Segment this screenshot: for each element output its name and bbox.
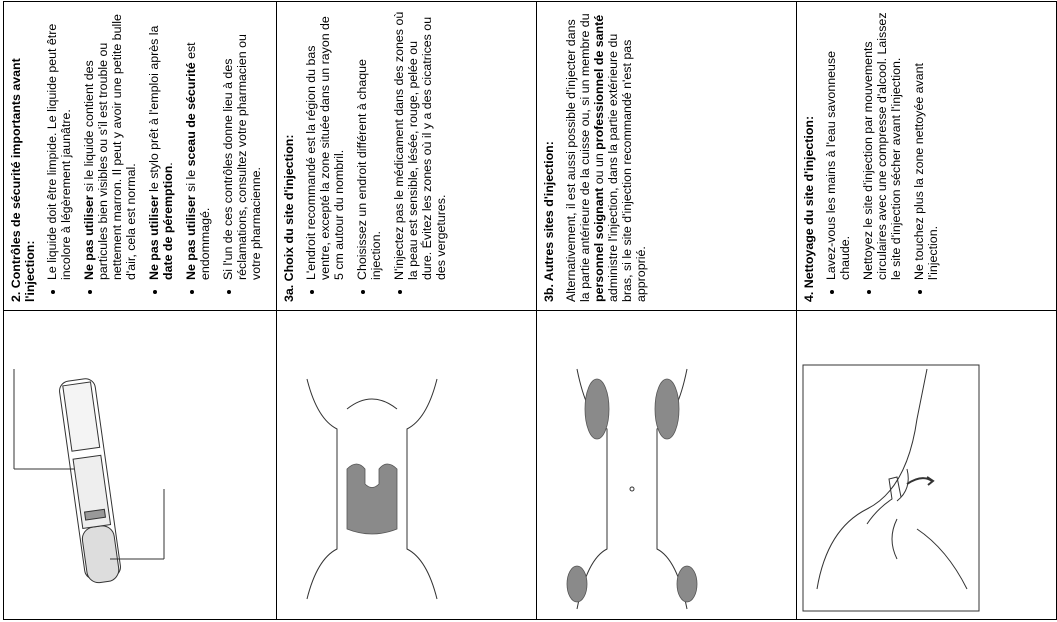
section-2-list (45, 10, 263, 302)
hand-with-swab-icon (803, 365, 979, 611)
list-item: • Si l'un de ces contrôles donne lieu à des réclamations, consultez votre pharmacien ou votre pharmacienne. (221, 10, 263, 280)
injection-zone-arm-right (677, 566, 697, 602)
prefilled-pen-illustration (4, 357, 194, 619)
list-item: • N'injectez pas le médicament dans des zones où la peau est sensible, lésée, rouge, pelée ou dure. Évitez les zones où il y a des cicatrices ou des vergetures. (392, 10, 448, 280)
list-item: • Le liquide doit être limpide. Le liquide peut être incolore à légèrement jaunâtre. (45, 10, 73, 280)
cleaning-illustration (797, 357, 987, 619)
list-item: • Ne pas utiliser si le liquide contient des particules bien visibles ou s'il est trouble ou nettement marron. Il peut y avoir une petite bulle d'air, cela est normal. (82, 10, 138, 280)
section-4-list (824, 10, 940, 302)
section-3a-list (304, 10, 448, 302)
instruction-row-4 (797, 2, 1057, 620)
section-4-heading: 4. Nettoyage du site d'injection: (802, 115, 816, 302)
section-3b-heading: 3b. Autres sites d'injection: (542, 141, 556, 302)
list-item: • Lavez-vous les mains à l'eau savonneuse chaude. (824, 10, 852, 280)
instruction-row-3b (537, 2, 797, 620)
section-3b-paragraph: Alternativement, il est aussi possible d'injecter dans la partie antérieure de la cuisse ou, si un membre du personnel soignant ou un professionnel de santé administre l'injection, dans la partie extérieure du bras, si le site d'injection recommandé n'est pas approprié. (564, 13, 648, 302)
abdomen-illustration-cell (277, 311, 537, 620)
abdomen-illustration (277, 357, 467, 619)
instruction-table (3, 1, 1057, 620)
list-item: • Ne pas utiliser si le sceau de sécurité est endommagé. (184, 10, 212, 280)
cleaning-illustration-cell (797, 311, 1057, 620)
list-item: • Ne touchez plus la zone nettoyée avant l'injection. (912, 10, 940, 280)
injection-zone-thigh-left (585, 379, 609, 439)
list-item: • L'endroit recommandé est la région du bas ventre, excepté la zone située dans un rayon de 5 cm autour du nombril. (304, 10, 346, 280)
body-sites-illustration-cell (537, 311, 797, 620)
section-3b-text (537, 2, 797, 311)
section-2-text (4, 2, 277, 311)
injection-zone-arm-left (567, 566, 587, 602)
list-item: • Choisissez un endroit différent à chaque injection. (355, 10, 383, 280)
injection-zone-abdomen (347, 464, 397, 534)
instruction-row-2 (4, 2, 277, 620)
pen-illustration-cell (4, 311, 277, 620)
section-4-text (797, 2, 1057, 311)
list-item: • Ne pas utiliser le stylo prêt à l'emploi après la date de péremption. (147, 10, 175, 280)
section-3a-heading: 3a. Choix du site d'injection: (282, 134, 296, 302)
injection-zone-thigh-right (655, 379, 679, 439)
pen-icon (14, 369, 164, 584)
instruction-row-3a (277, 2, 537, 620)
body-sites-illustration (537, 357, 727, 619)
section-3a-text (277, 2, 537, 311)
list-item: • Nettoyez le site d'injection par mouvements circulaires avec une compresse d'alcool. Laissez le site d'injection sécher avant l'injection. (861, 10, 903, 280)
section-2-heading: 2. Contrôles de sécurité importants avant l'injection: (9, 58, 37, 302)
